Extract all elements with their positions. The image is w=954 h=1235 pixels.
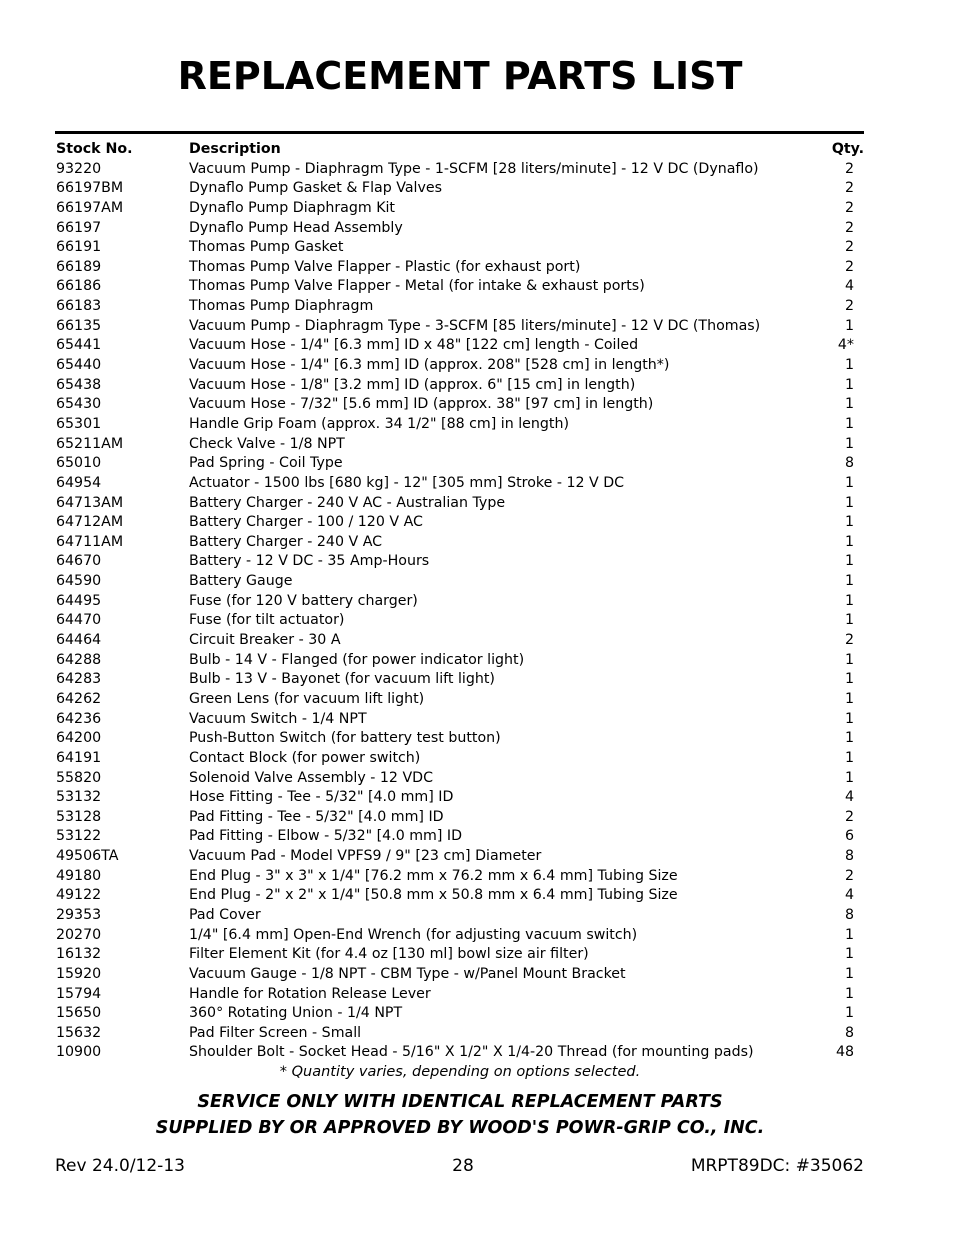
table-row [55, 454, 864, 474]
stock-cell: 64262 [56, 690, 102, 707]
stock-cell: 16132 [56, 946, 102, 963]
description-cell: Battery Charger - 240 V AC [189, 533, 383, 550]
table-row [55, 808, 864, 828]
qty-cell: 1 [844, 553, 854, 570]
table-row [55, 1043, 864, 1063]
qty-cell: 1 [844, 651, 854, 668]
table-row [55, 395, 864, 415]
stock-cell: 65301 [56, 415, 102, 432]
qty-cell: 1 [844, 435, 854, 452]
header-description: Description [189, 141, 281, 157]
description-cell: End Plug - 2" x 2" x 1/4" [50.8 mm x 50.8 mm x 6.4 mm] Tubing Size [189, 887, 678, 904]
stock-cell: 64590 [56, 573, 102, 590]
table-row [55, 985, 864, 1005]
stock-cell: 49122 [56, 887, 102, 904]
stock-cell: 15650 [56, 1005, 102, 1022]
qty-cell: 1 [844, 474, 854, 491]
qty-cell: 48 [835, 1044, 854, 1061]
description-cell: Dynaflo Pump Gasket & Flap Valves [189, 180, 442, 197]
qty-cell: 2 [844, 239, 854, 256]
stock-cell: 64711AM [56, 533, 124, 550]
table-row [55, 435, 864, 455]
qty-cell: 1 [844, 396, 854, 413]
description-cell: Shoulder Bolt - Socket Head - 5/16" X 1/2" X 1/4-20 Thread (for mounting pads) [189, 1044, 754, 1061]
description-cell: Solenoid Valve Assembly - 12 VDC [189, 769, 433, 786]
table-row [55, 611, 864, 631]
description-cell: Thomas Pump Valve Flapper - Metal (for intake & exhaust ports) [189, 278, 645, 295]
description-cell: Dynaflo Pump Diaphragm Kit [189, 199, 395, 216]
description-cell: Bulb - 14 V - Flanged (for power indicator light) [189, 651, 525, 668]
stock-cell: 66197AM [56, 199, 124, 216]
table-row [55, 749, 864, 769]
qty-cell: 2 [844, 199, 854, 216]
description-cell: Dynaflo Pump Head Assembly [189, 219, 403, 236]
qty-cell: 1 [844, 730, 854, 747]
table-row [55, 1004, 864, 1024]
description-cell: Pad Cover [189, 906, 261, 923]
qty-cell: 1 [844, 592, 854, 609]
stock-cell: 65441 [56, 337, 102, 354]
table-row [55, 965, 864, 985]
qty-cell: 1 [844, 494, 854, 511]
stock-cell: 64713AM [56, 494, 124, 511]
qty-cell: 2 [844, 160, 854, 177]
description-cell: Vacuum Hose - 1/4" [6.3 mm] ID (approx. 208" [528 cm] in length*) [189, 357, 670, 374]
qty-cell: 1 [844, 710, 854, 727]
stock-cell: 66135 [56, 317, 102, 334]
table-row [55, 552, 864, 572]
description-cell: Pad Fitting - Tee - 5/32" [4.0 mm] ID [189, 808, 444, 825]
description-cell: 360° Rotating Union - 1/4 NPT [189, 1005, 403, 1022]
stock-cell: 66183 [56, 298, 102, 315]
stock-cell: 15632 [56, 1024, 102, 1041]
qty-cell: 1 [844, 769, 854, 786]
description-cell: Fuse (for 120 V battery charger) [189, 592, 418, 609]
table-row [55, 592, 864, 612]
stock-cell: 66186 [56, 278, 102, 295]
description-cell: Vacuum Hose - 1/8" [3.2 mm] ID (approx. 6" [15 cm] in length) [189, 376, 636, 393]
description-cell: Pad Fitting - Elbow - 5/32" [4.0 mm] ID [189, 828, 463, 845]
description-cell: Vacuum Pump - Diaphragm Type - 3-SCFM [85 liters/minute] - 12 V DC (Thomas) [189, 317, 761, 334]
table-row [55, 926, 864, 946]
stock-cell: 65440 [56, 357, 102, 374]
description-cell: Actuator - 1500 lbs [680 kg] - 12" [305 mm] Stroke - 12 V DC [189, 474, 625, 491]
table-row [55, 376, 864, 396]
stock-cell: 49180 [56, 867, 102, 884]
stock-cell: 64470 [56, 612, 102, 629]
stock-cell: 66191 [56, 239, 102, 256]
qty-cell: 1 [844, 749, 854, 766]
stock-cell: 53132 [56, 789, 102, 806]
table-row [55, 710, 864, 730]
description-cell: End Plug - 3" x 3" x 1/4" [76.2 mm x 76.2 mm x 6.4 mm] Tubing Size [189, 867, 678, 884]
table-body [55, 160, 864, 1063]
table-row [55, 631, 864, 651]
qty-cell: 8 [844, 848, 854, 865]
description-cell: Thomas Pump Diaphragm [189, 298, 374, 315]
description-cell: Vacuum Pad - Model VPFS9 / 9" [23 cm] Diameter [189, 848, 542, 865]
page-number: 28 [452, 1156, 474, 1176]
stock-cell: 93220 [56, 160, 102, 177]
description-cell: Fuse (for tilt actuator) [189, 612, 345, 629]
table-row [55, 827, 864, 847]
table-row [55, 415, 864, 435]
description-cell: Pad Spring - Coil Type [189, 455, 343, 472]
qty-cell: 1 [844, 926, 854, 943]
stock-cell: 53122 [56, 828, 102, 845]
qty-cell: 1 [844, 317, 854, 334]
description-cell: Vacuum Pump - Diaphragm Type - 1-SCFM [28 liters/minute] - 12 V DC (Dynaflo) [189, 160, 759, 177]
qty-cell: 4 [844, 278, 854, 295]
stock-cell: 65211AM [56, 435, 124, 452]
table-row [55, 336, 864, 356]
description-cell: 1/4" [6.4 mm] Open-End Wrench (for adjusting vacuum switch) [189, 926, 638, 943]
service-notice-line-1: SERVICE ONLY WITH IDENTICAL REPLACEMENT PARTS [197, 1092, 723, 1112]
stock-cell: 66189 [56, 258, 102, 275]
stock-cell: 15920 [56, 965, 102, 982]
qty-cell: 2 [844, 180, 854, 197]
table-row [55, 690, 864, 710]
description-cell: Battery - 12 V DC - 35 Amp-Hours [189, 553, 430, 570]
qty-cell: 1 [844, 612, 854, 629]
stock-cell: 64954 [56, 474, 102, 491]
qty-cell: 1 [844, 946, 854, 963]
table-row [55, 199, 864, 219]
description-cell: Bulb - 13 V - Bayonet (for vacuum lift light) [189, 671, 495, 688]
description-cell: Vacuum Hose - 1/4" [6.3 mm] ID x 48" [122 cm] length - Coiled [189, 337, 639, 354]
stock-cell: 53128 [56, 808, 102, 825]
table-row [55, 513, 864, 533]
description-cell: Pad Filter Screen - Small [189, 1024, 362, 1041]
stock-cell: 64191 [56, 749, 102, 766]
table-row [55, 847, 864, 867]
qty-cell: 2 [844, 258, 854, 275]
description-cell: Battery Gauge [189, 573, 293, 590]
table-row [55, 494, 864, 514]
table-row [55, 867, 864, 887]
page-title: REPLACEMENT PARTS LIST [177, 54, 743, 98]
description-cell: Vacuum Gauge - 1/8 NPT - CBM Type - w/Panel Mount Bracket [189, 965, 626, 982]
table-row [55, 533, 864, 553]
revision-label: Rev 24.0/12-13 [55, 1156, 185, 1176]
table-row [55, 297, 864, 317]
table-row [55, 670, 864, 690]
description-cell: Contact Block (for power switch) [189, 749, 421, 766]
description-cell: Battery Charger - 100 / 120 V AC [189, 514, 423, 531]
qty-cell: 1 [844, 985, 854, 1002]
stock-cell: 64200 [56, 730, 102, 747]
qty-cell: 4 [844, 887, 854, 904]
stock-cell: 64236 [56, 710, 102, 727]
description-cell: Circuit Breaker - 30 A [189, 632, 341, 649]
title-rule [55, 131, 864, 134]
table-row [55, 258, 864, 278]
qty-cell: 1 [844, 533, 854, 550]
qty-cell: 8 [844, 455, 854, 472]
qty-cell: 2 [844, 219, 854, 236]
table-row [55, 945, 864, 965]
table-row [55, 219, 864, 239]
qty-cell: 1 [844, 965, 854, 982]
qty-cell: 6 [844, 828, 854, 845]
stock-cell: 64670 [56, 553, 102, 570]
service-notice-line-2: SUPPLIED BY OR APPROVED BY WOOD'S POWR-GRIP CO., INC. [155, 1118, 765, 1138]
table-row [55, 277, 864, 297]
qty-cell: 2 [844, 808, 854, 825]
table-row [55, 906, 864, 926]
table-row [55, 160, 864, 180]
stock-cell: 64495 [56, 592, 102, 609]
qty-cell: 1 [844, 376, 854, 393]
table-row [55, 651, 864, 671]
stock-cell: 64283 [56, 671, 102, 688]
qty-cell: 1 [844, 1005, 854, 1022]
table-row [55, 788, 864, 808]
header-qty: Qty. [831, 141, 864, 157]
description-cell: Filter Element Kit (for 4.4 oz [130 ml] bowl size air filter) [189, 946, 589, 963]
stock-cell: 64712AM [56, 514, 124, 531]
description-cell: Vacuum Switch - 1/4 NPT [189, 710, 367, 727]
table-header-row [55, 140, 864, 160]
qty-cell: 2 [844, 867, 854, 884]
stock-cell: 29353 [56, 906, 102, 923]
description-cell: Green Lens (for vacuum lift light) [189, 690, 425, 707]
table-row [55, 356, 864, 376]
qty-cell: 2 [844, 632, 854, 649]
qty-cell: 1 [844, 357, 854, 374]
stock-cell: 65438 [56, 376, 102, 393]
stock-cell: 10900 [56, 1044, 102, 1061]
stock-cell: 66197 [56, 219, 102, 236]
stock-cell: 64464 [56, 632, 102, 649]
description-cell: Vacuum Hose - 7/32" [5.6 mm] ID (approx. 38" [97 cm] in length) [189, 396, 654, 413]
description-cell: Check Valve - 1/8 NPT [189, 435, 345, 452]
description-cell: Thomas Pump Valve Flapper - Plastic (for exhaust port) [189, 258, 581, 275]
table-row [55, 886, 864, 906]
document-id: MRPT89DC: #35062 [690, 1156, 864, 1176]
qty-cell: 1 [844, 690, 854, 707]
description-cell: Handle for Rotation Release Lever [189, 985, 431, 1002]
description-cell: Push-Button Switch (for battery test button) [189, 730, 501, 747]
stock-cell: 65430 [56, 396, 102, 413]
qty-cell: 8 [844, 1024, 854, 1041]
stock-cell: 15794 [56, 985, 102, 1002]
stock-cell: 20270 [56, 926, 102, 943]
qty-cell: 4* [837, 337, 854, 354]
header-stock-no: Stock No. [56, 141, 133, 157]
description-cell: Handle Grip Foam (approx. 34 1/2" [88 cm] in length) [189, 415, 569, 432]
description-cell: Thomas Pump Gasket [189, 239, 344, 256]
qty-cell: 8 [844, 906, 854, 923]
stock-cell: 55820 [56, 769, 102, 786]
stock-cell: 49506TA [56, 848, 119, 865]
description-cell: Battery Charger - 240 V AC - Australian Type [189, 494, 506, 511]
table-row [55, 317, 864, 337]
table-row [55, 1024, 864, 1044]
table-row [55, 474, 864, 494]
qty-cell: 1 [844, 415, 854, 432]
qty-cell: 4 [844, 789, 854, 806]
qty-cell: 1 [844, 671, 854, 688]
table-row [55, 238, 864, 258]
table-row [55, 179, 864, 199]
qty-cell: 1 [844, 514, 854, 531]
quantity-footnote: * Quantity varies, depending on options selected. [279, 1064, 641, 1080]
stock-cell: 65010 [56, 455, 102, 472]
parts-table [55, 140, 864, 1063]
stock-cell: 66197BM [56, 180, 124, 197]
table-row [55, 572, 864, 592]
description-cell: Hose Fitting - Tee - 5/32" [4.0 mm] ID [189, 789, 454, 806]
stock-cell: 64288 [56, 651, 102, 668]
qty-cell: 1 [844, 573, 854, 590]
table-row [55, 729, 864, 749]
table-row [55, 769, 864, 789]
qty-cell: 2 [844, 298, 854, 315]
